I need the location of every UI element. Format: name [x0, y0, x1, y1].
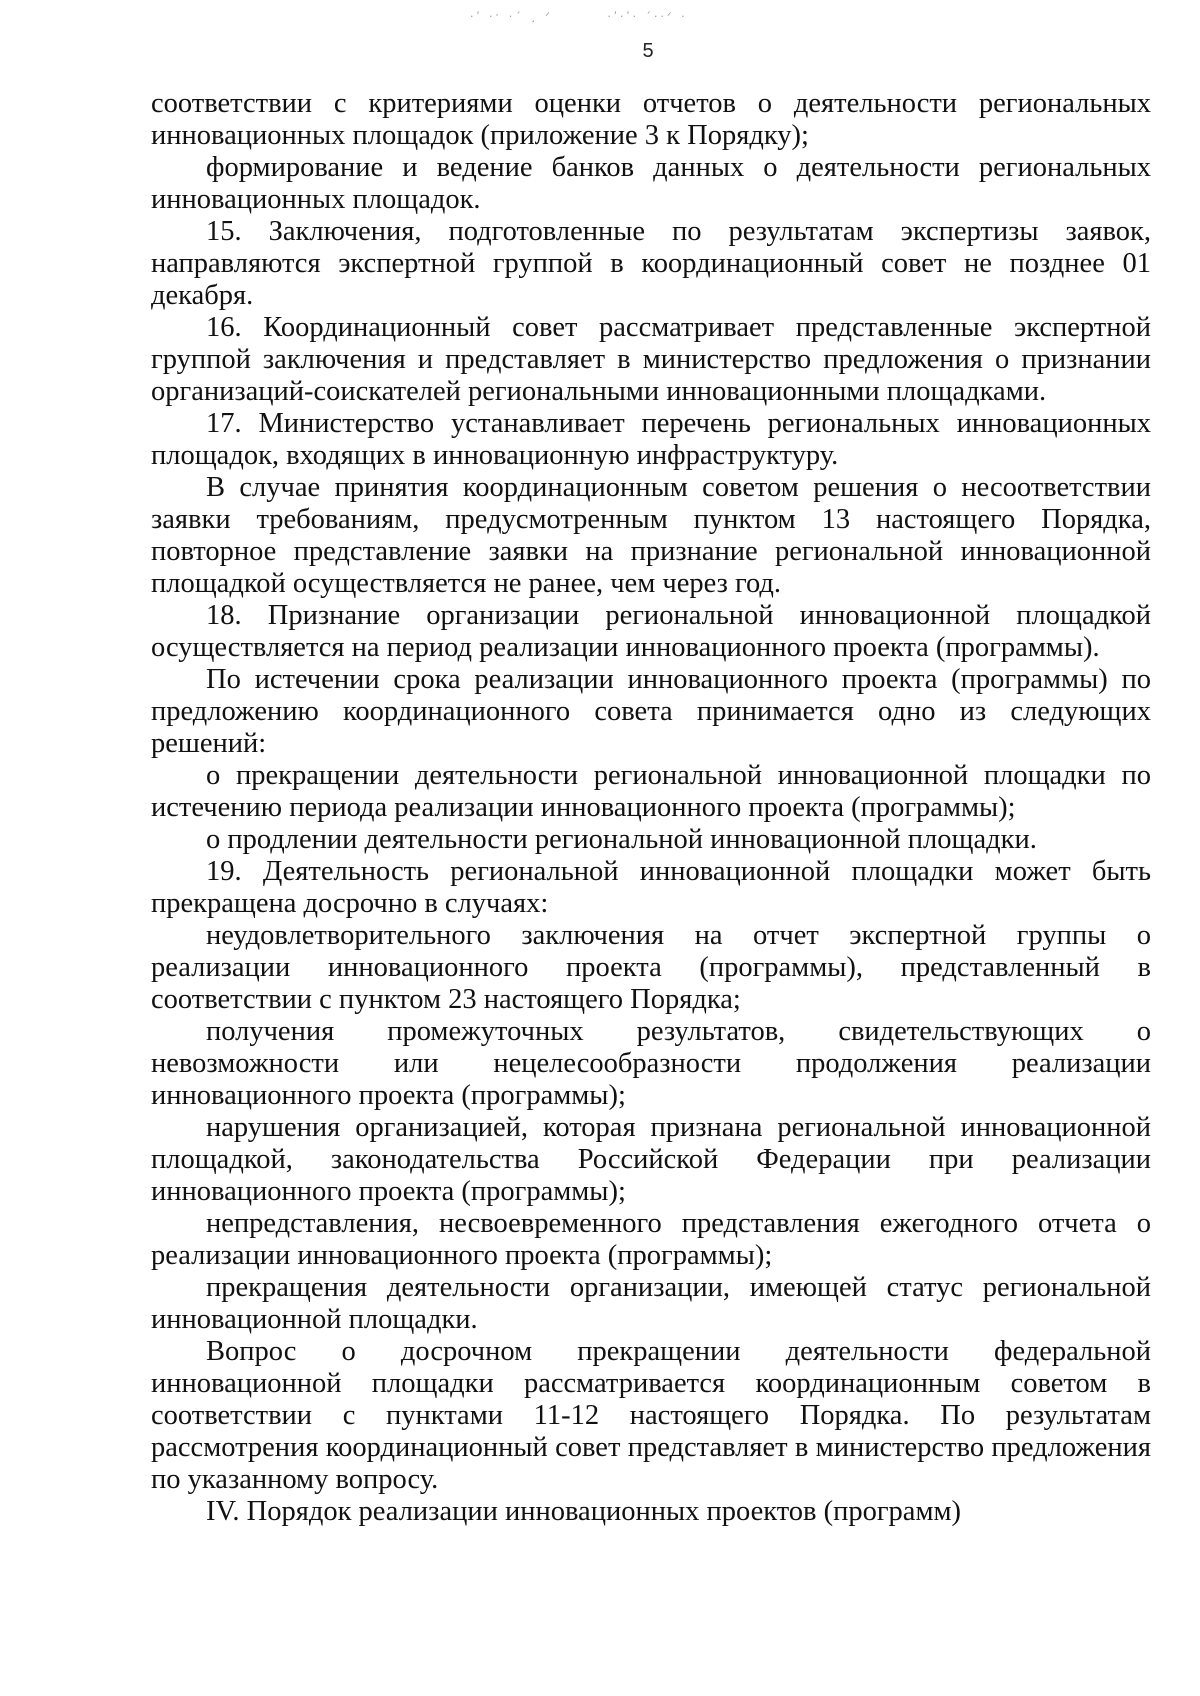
paragraph-item-16: 16. Координационный совет рассматривает представленные экспертной группой заключения и представляет в министерство предложения о признании организаций-соискателей региональными инновационными площадками.	[151, 312, 1151, 407]
paragraph: о прекращении деятельности региональной инновационной площадки по истечению периода реализации инновационного проекта (программы);	[151, 760, 1151, 823]
paragraph: о продлении деятельности региональной инновационной площадки.	[206, 824, 1037, 855]
paragraph: неудовлетворительного заключения на отчет экспертной группы о реализации инновационного проекта (программы), представленный в соответствии с пунктом 23 настоящего Порядка;	[151, 920, 1151, 1015]
scan-artifacts	[470, 10, 736, 23]
paragraph: непредставления, несвоевременного представления ежегодного отчета о реализации инновационного проекта (программы);	[151, 1208, 1151, 1271]
paragraph: В случае принятия координационным советом решения о несоответствии заявки требованиям, предусмотренным пунктом 13 настоящего Порядка, повторное представление заявки на признание региональной инновационной площадкой осуществляется не ранее, чем через год.	[151, 472, 1151, 599]
paragraph-item-19: 19. Деятельность региональной инновационной площадки может быть прекращена досрочно в случаях:	[151, 856, 1151, 919]
paragraph-item-15: 15. Заключения, подготовленные по результатам экспертизы заявок, направляются экспертной группой в координационный совет не позднее 01 декабря.	[151, 216, 1151, 311]
paragraph: получения промежуточных результатов, свидетельствующих о невозможности или нецелесообразности продолжения реализации инновационного проекта (программы);	[151, 1016, 1151, 1111]
paragraph: прекращения деятельности организации, имеющей статус региональной инновационной площадки.	[151, 1272, 1151, 1335]
paragraph-item-18: 18. Признание организации региональной инновационной площадкой осуществляется на период реализации инновационного проекта (программы).	[151, 600, 1151, 663]
paragraph-continuation: соответствии с критериями оценки отчетов о деятельности региональных инновационных площадок (приложение 3 к Порядку);	[151, 88, 1151, 151]
paragraph: формирование и ведение банков данных о деятельности региональных инновационных площадок.	[151, 152, 1151, 215]
paragraph: По истечении срока реализации инновационного проекта (программы) по предложению координационного совета принимается одно из следующих решений:	[151, 664, 1151, 759]
paragraph-item-17: 17. Министерство устанавливает перечень региональных инновационных площадок, входящих в инновационную инфраструктуру.	[151, 408, 1151, 471]
paragraph: нарушения организацией, которая признана региональной инновационной площадкой, законодательства Российской Федерации при реализации инновационного проекта (программы);	[151, 1112, 1151, 1207]
page-number: 5	[642, 40, 654, 62]
scan-artifact: ·ʹ ·ˑ ·ˊ ¸ ᐟ	[470, 10, 553, 23]
scan-artifact: ·ʹ·ʹ· ˊ··ᐟ ·	[607, 10, 688, 23]
section-heading: IV. Порядок реализации инновационных проектов (программ)	[206, 1496, 962, 1527]
paragraph: Вопрос о досрочном прекращении деятельности федеральной инновационной площадки рассматривается координационным советом в соответствии с пунктами 11-12 настоящего Порядка. По результатам рассмотрения координационный совет представляет в министерство предложения по указанному вопросу.	[151, 1336, 1151, 1495]
document-body	[151, 88, 1151, 1528]
